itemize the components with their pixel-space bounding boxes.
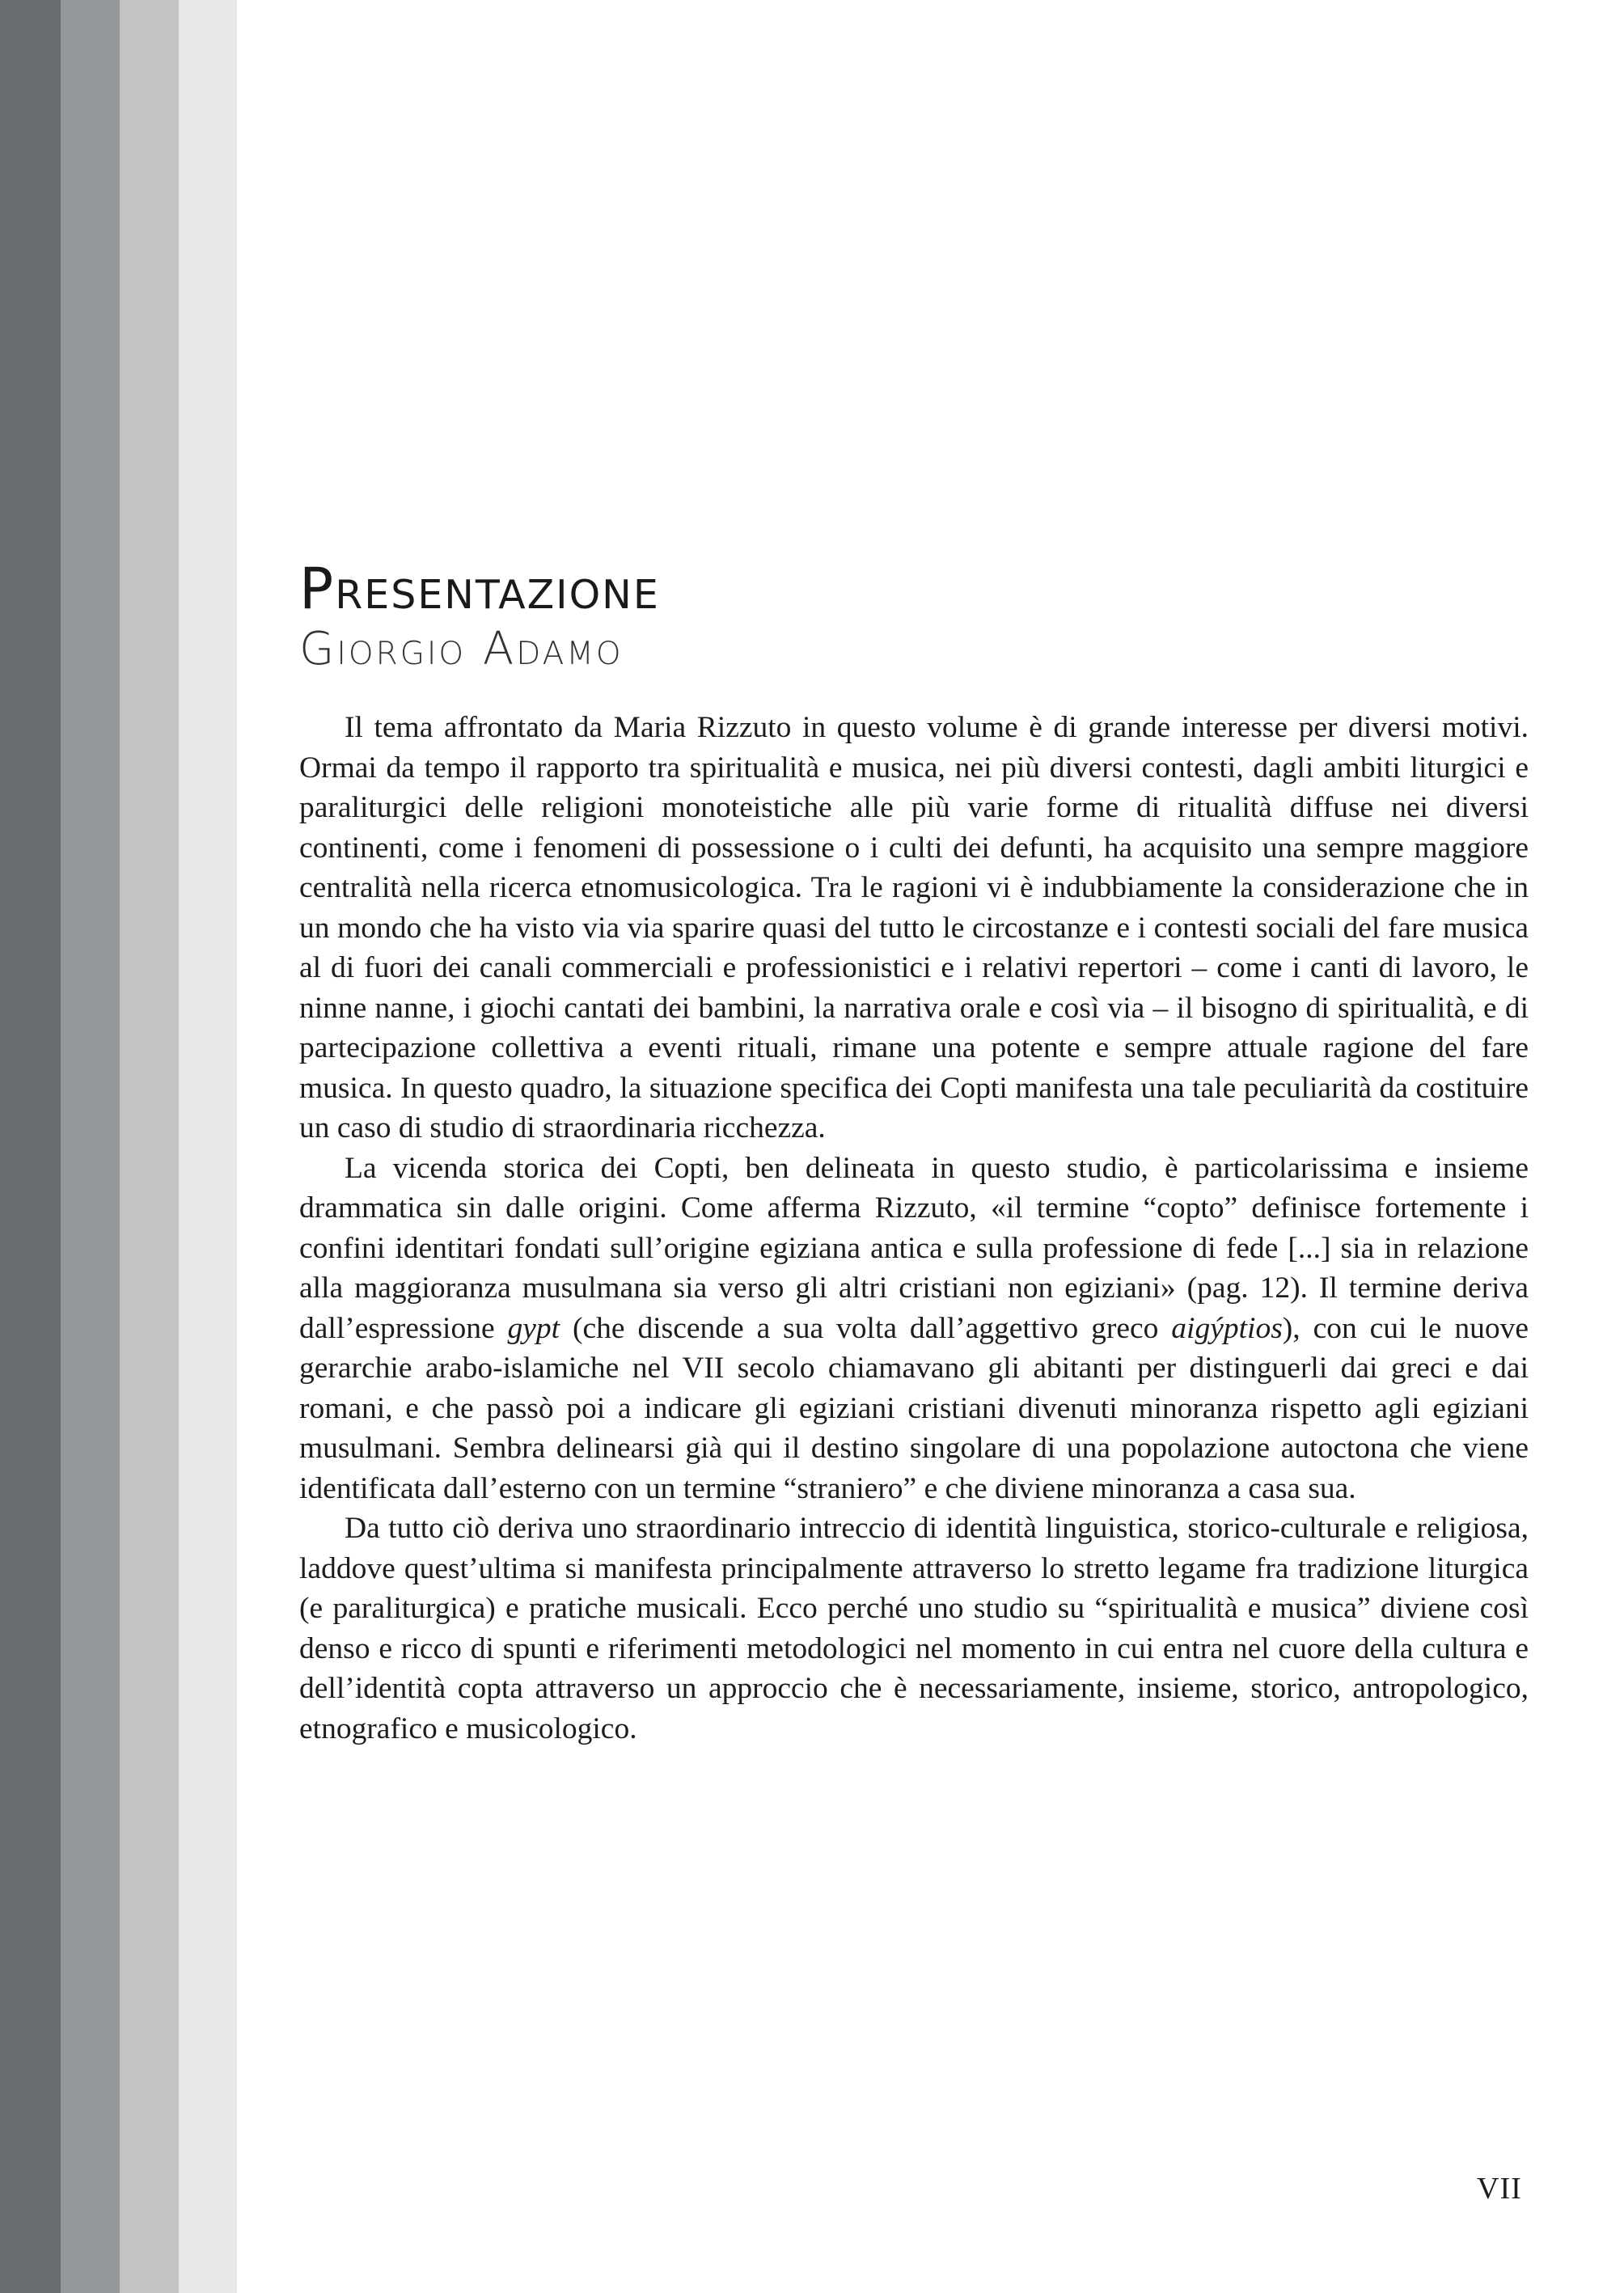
decorative-side-stripes — [0, 0, 237, 2293]
paragraph-1: Il tema affrontato da Maria Rizzuto in questo volume è di grande interesse per diversi motivi. Ormai da tempo il rapporto tra spiritualità e musica, nei più diversi contesti, dagli ambiti liturgici e paraliturgici delle religioni monoteistiche alle più varie forme di ritualità diffuse nei diversi continenti, come i fenomeni di possessione o i culti dei defunti, ha acquisito una sempre maggiore centralità nella ricerca etnomusicologica. Tra le ragioni vi è indubbiamente la considerazione che in un mondo che ha visto via via sparire quasi del tutto le circostanze e i contesti sociali del fare musica al di fuori dei canali commerciali e professionistici e i relativi repertori – come i canti di lavoro, le ninne nanne, i giochi cantati dei bambini, la narrativa orale e così via – il bisogno di spiritualità, e di partecipazione collettiva a eventi rituali, rimane una potente e sempre attuale ragione del fare musica. In questo quadro, la situazione specifica dei Copti manifesta una tale peculiarità da costituire un caso di studio di straordinaria ricchezza. — [299, 711, 1529, 1144]
side-stripe-medium — [61, 0, 120, 2293]
chapter-title: Presentazione — [299, 556, 660, 622]
body-text — [299, 708, 1529, 1749]
page-content — [299, 554, 1529, 1749]
side-stripe-light — [120, 0, 179, 2293]
paragraph-3: Da tutto ciò deriva uno straordinario intreccio di identità linguistica, storico-culturale e religiosa, laddove quest’ultima si manifesta principalmente attraverso lo stretto legame fra tradizione liturgica (e paraliturgica) e pratiche musicali. Ecco perché uno studio su “spiritualità e musica” diviene così denso e ricco di spunti e riferimenti metodologici nel momento in cui entra nel cuore della cultura e dell’identità copta attraverso un approccio che è necessariamente, insieme, storico, antropologico, etnografico e musicologico. — [299, 1512, 1529, 1745]
chapter-author: Giorgio Adamo — [299, 623, 624, 675]
page-number: VII — [1477, 2172, 1522, 2206]
italic-term: aigýptios — [1171, 1311, 1283, 1345]
italic-term: gypt — [507, 1311, 560, 1345]
side-stripe-lightest — [179, 0, 237, 2293]
side-stripe-dark — [0, 0, 61, 2293]
paragraph-2: La vicenda storica dei Copti, ben delineata in questo studio, è particolarissima e insieme drammatica sin dalle origini. Come afferma Rizzuto, «il termine “copto” definisce fortemente i confini identitari fondati sull’origine egiziana antica e sulla professione di fede [...] sia in relazione alla maggioranza musulmana sia verso gli altri cristiani non egiziani» (pag. 12). Il termine deriva dall’espressione gypt (che discende a sua volta dall’aggettivo greco aigýptios), con cui le nuove gerarchie arabo-islamiche nel VII secolo chiamavano gli abitanti per distinguerli dai greci e dai romani, e che passò poi a indicare gli egiziani cristiani divenuti minoranza rispetto agli egiziani musulmani. Sembra delinearsi già qui il destino singolare di una popolazione autoctona che viene identificata dall’esterno con un termine “straniero” e che diviene minoranza a casa sua. — [299, 1151, 1529, 1505]
